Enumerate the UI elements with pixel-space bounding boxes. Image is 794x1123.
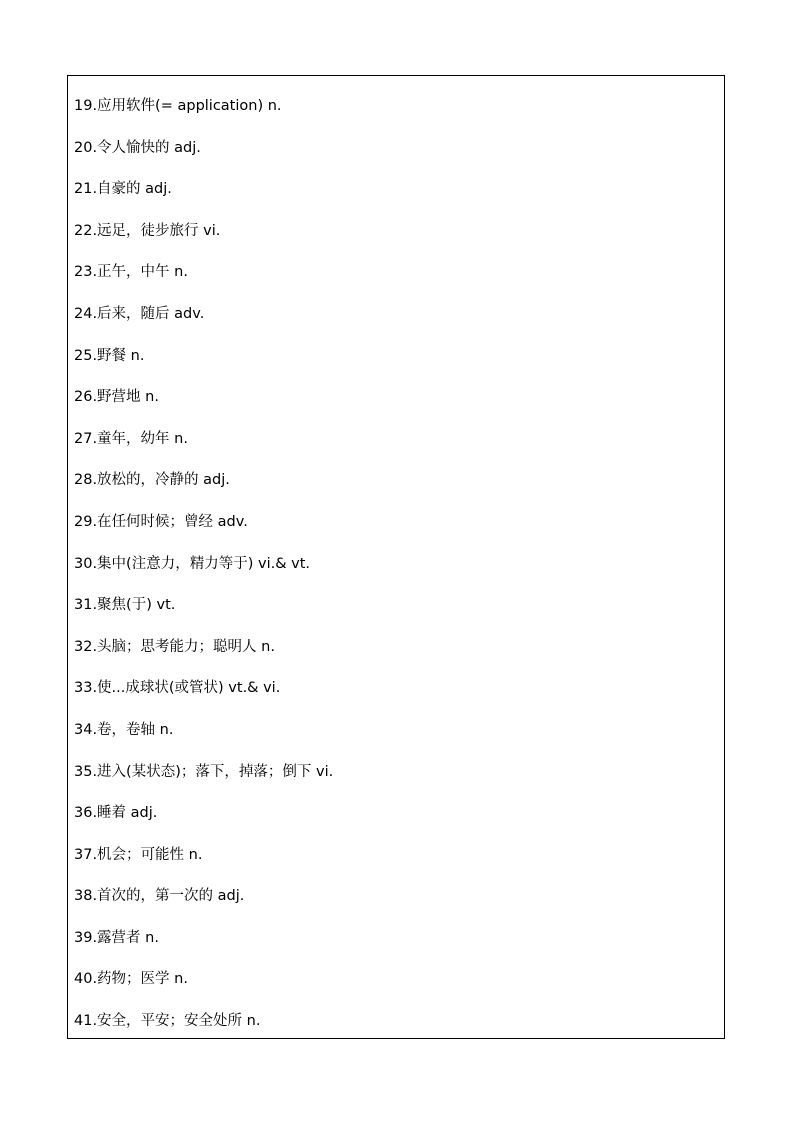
vocabulary-table-cell <box>67 75 725 1039</box>
vocab-entry-text: 25.野餐 n. <box>74 347 145 364</box>
vocab-entry-text: 29.在任何时候；曾经 adv. <box>74 513 248 530</box>
vocab-entry-24 <box>74 303 718 345</box>
vocab-entry-27 <box>74 428 718 470</box>
vocab-entry-30 <box>74 553 718 595</box>
vocab-entry-23 <box>74 261 718 303</box>
vocab-entry-28 <box>74 469 718 511</box>
vocab-entry-text: 35.进入(某状态)；落下，掉落；倒下 vi. <box>74 763 334 780</box>
vocab-entry-text: 26.野营地 n. <box>74 389 159 406</box>
vocab-entry-text: 38.首次的，第一次的 adj. <box>74 888 245 905</box>
vocab-entry-text: 36.睡着 adj. <box>74 805 158 822</box>
vocab-entry-33 <box>74 677 718 719</box>
vocab-entry-text: 37.机会；可能性 n. <box>74 846 203 863</box>
vocab-entry-26 <box>74 386 718 428</box>
vocab-entry-32 <box>74 636 718 678</box>
vocab-entry-22 <box>74 220 718 262</box>
vocab-entry-text: 23.正午，中午 n. <box>74 264 188 281</box>
vocab-entry-37 <box>74 844 718 886</box>
vocab-entry-text: 33.使...成球状(或管状) vt.& vi. <box>74 680 281 697</box>
vocab-entry-text: 20.令人愉快的 adj. <box>74 139 201 156</box>
vocab-entry-text: 22.远足，徒步旅行 vi. <box>74 222 221 239</box>
vocab-entry-text: 41.安全，平安；安全处所 n. <box>74 1013 261 1030</box>
vocab-entry-text: 28.放松的，冷静的 adj. <box>74 472 230 489</box>
vocab-entry-text: 32.头脑；思考能力；聪明人 n. <box>74 638 275 655</box>
vocab-entry-text: 31.聚焦(于) vt. <box>74 597 176 614</box>
vocab-entry-38 <box>74 885 718 927</box>
vocab-entry-34 <box>74 719 718 761</box>
vocab-entry-40 <box>74 968 718 1010</box>
vocab-entry-text: 34.卷，卷轴 n. <box>74 721 174 738</box>
vocab-entry-41 <box>74 1010 718 1052</box>
vocab-entry-text: 30.集中(注意力，精力等于) vi.& vt. <box>74 555 310 572</box>
vocab-entry-text: 21.自豪的 adj. <box>74 181 172 198</box>
vocab-entry-36 <box>74 802 718 844</box>
vocab-entry-29 <box>74 511 718 553</box>
vocab-entry-text: 24.后来，随后 adv. <box>74 305 205 322</box>
vocab-entry-text: 19.应用软件(= application) n. <box>74 98 282 114</box>
vocab-entry-21 <box>74 178 718 220</box>
vocab-entry-25 <box>74 345 718 387</box>
vocab-entry-31 <box>74 594 718 636</box>
vocabulary-list <box>74 95 718 1052</box>
vocab-entry-19 <box>74 95 718 137</box>
vocab-entry-text: 27.童年，幼年 n. <box>74 430 188 447</box>
vocab-entry-text: 39.露营者 n. <box>74 929 159 946</box>
vocab-entry-20 <box>74 137 718 179</box>
vocab-entry-39 <box>74 927 718 969</box>
vocab-entry-text: 40.药物；医学 n. <box>74 971 188 988</box>
vocab-entry-35 <box>74 761 718 803</box>
